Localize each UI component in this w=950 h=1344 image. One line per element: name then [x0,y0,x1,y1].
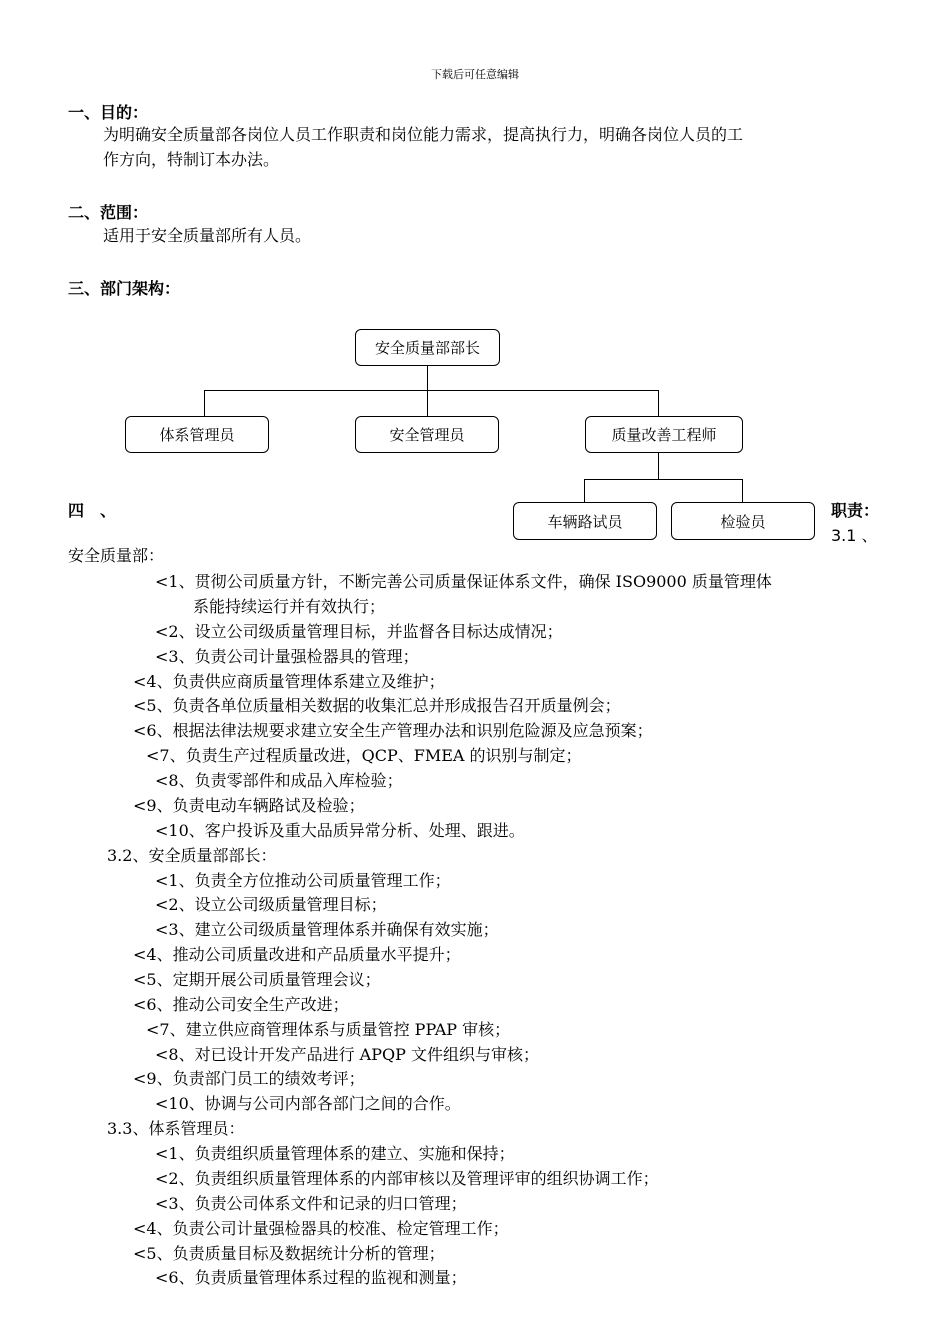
list-item: <4、负责公司计量强检器具的校准、检定管理工作； [133,1219,509,1238]
list-item: <4、推动公司质量改进和产品质量水平提升； [133,945,461,964]
list-item: <2、设立公司级质量管理目标，并监督各目标达成情况； [155,622,563,641]
section-heading-scope: 二、范围： [68,203,149,222]
list-item: <1、贯彻公司质量方针，不断完善公司质量保证体系文件，确保 ISO9000 质量管理体 [155,572,772,591]
org-node-quality-engineer: 质量改善工程师 [585,416,743,453]
list-item: <1、负责组织质量管理体系的建立、实施和保持； [155,1144,515,1163]
connector-line [204,390,205,416]
list-item: <5、定期开展公司质量管理会议； [133,970,381,989]
connector-line [427,366,428,390]
subsection-title-3-3: 3.3、体系管理员： [107,1119,245,1138]
subsection-title-3-2: 3.2、安全质量部部长： [107,846,277,865]
list-item: <7、负责生产过程质量改进，QCP、FMEA 的识别与制定； [146,746,582,765]
list-item: <2、负责组织质量管理体系的内部审核以及管理评审的组织协调工作； [155,1169,659,1188]
header-note: 下载后可任意编辑 [431,68,519,81]
org-node-inspector: 检验员 [671,502,815,540]
purpose-text-line1: 为明确安全质量部各岗位人员工作职责和岗位能力需求，提高执行力，明确各岗位人员的工 [103,125,744,144]
org-node-head: 安全质量部部长 [355,329,500,366]
list-item: 系能持续运行并有效执行； [193,597,386,616]
section-number-3-1: 3.1 、 [831,526,878,545]
org-node-system-manager: 体系管理员 [125,416,269,453]
list-item: <9、负责电动车辆路试及检验； [133,796,365,815]
list-item: <6、根据法律法规要求建立安全生产管理办法和识别危险源及应急预案； [133,721,653,740]
subsection-safety-quality-dept: 安全质量部： [68,546,165,565]
list-item: <6、负责质量管理体系过程的监视和测量； [155,1268,467,1287]
purpose-text-line2: 作方向，特制订本办法。 [103,150,280,169]
list-item: <3、负责公司体系文件和记录的归口管理； [155,1194,467,1213]
list-item: <10、客户投诉及重大品质异常分析、处理、跟进。 [155,821,525,840]
list-item: <5、负责各单位质量相关数据的收集汇总并形成报告召开质量例会； [133,696,621,715]
section-heading-structure: 三、部门架构： [68,279,181,298]
list-item: <8、对已设计开发产品进行 APQP 文件组织与审核； [155,1045,539,1064]
connector-line [584,479,585,502]
list-item: <2、设立公司级质量管理目标； [155,895,387,914]
list-item: <1、负责全方位推动公司质量管理工作； [155,871,451,890]
section-heading-purpose: 一、目的： [68,103,149,122]
list-item: <4、负责供应商质量管理体系建立及维护； [133,672,445,691]
connector-line [658,390,659,416]
section-heading-duties-left: 四 、 [68,501,117,520]
list-item: <8、负责零部件和成品入库检验； [155,771,403,790]
connector-line [742,479,743,502]
connector-line [427,390,428,416]
list-item: <3、建立公司级质量管理体系并确保有效实施； [155,920,499,939]
list-item: <6、推动公司安全生产改进； [133,995,349,1014]
list-item: <3、负责公司计量强检器具的管理； [155,647,419,666]
org-node-road-tester: 车辆路试员 [513,502,657,540]
list-item: <10、协调与公司内部各部门之间的合作。 [155,1094,461,1113]
connector-line [658,453,659,479]
connector-line [204,390,658,391]
scope-text: 适用于安全质量部所有人员。 [103,226,312,245]
connector-line [584,479,743,480]
list-item: <5、负责质量目标及数据统计分析的管理； [133,1244,445,1263]
list-item: <7、建立供应商管理体系与质量管控 PPAP 审核； [146,1020,511,1039]
org-node-safety-manager: 安全管理员 [355,416,499,453]
section-heading-duties-right: 职责： [831,501,880,520]
list-item: <9、负责部门员工的绩效考评； [133,1069,365,1088]
